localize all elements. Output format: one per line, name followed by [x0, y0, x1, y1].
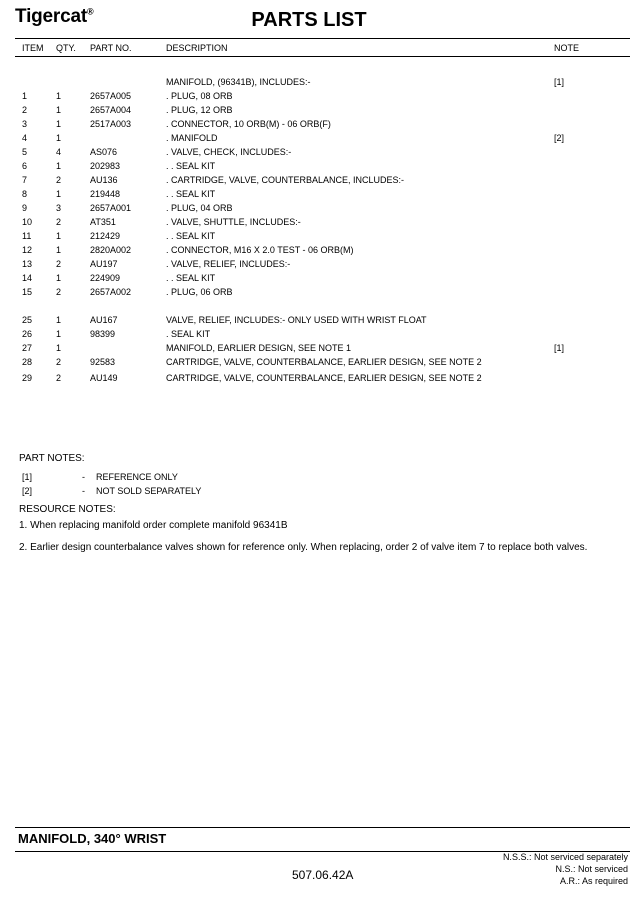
- table-row: [0, 244, 642, 256]
- row-description: MANIFOLD, EARLIER DESIGN, SEE NOTE 1: [166, 343, 352, 353]
- table-row: [0, 146, 642, 158]
- part-note-dash: -: [82, 486, 85, 496]
- resource-note-item: 1. When replacing manifold order complete manifold 96341B: [19, 520, 288, 531]
- footer-title-bar: [15, 827, 630, 852]
- row-description: VALVE, RELIEF, INCLUDES:- ONLY USED WITH WRIST FLOAT: [166, 315, 427, 325]
- table-row: [0, 314, 642, 326]
- col-header-part-no: PART NO.: [90, 43, 132, 53]
- legend-line: N.S.S.: Not serviced separately: [502, 852, 628, 862]
- row-description: . CARTRIDGE, VALVE, COUNTERBALANCE, INCLUDES:-: [166, 175, 405, 185]
- row-qty: 1: [56, 231, 62, 241]
- row-qty: 1: [56, 91, 62, 101]
- row-item: 1: [22, 91, 28, 101]
- table-row: [0, 90, 642, 102]
- table-row: [0, 356, 642, 368]
- row-part-no: 2657A002: [90, 287, 132, 297]
- document-number: 507.06.42A: [292, 868, 354, 882]
- row-qty: 1: [56, 161, 62, 171]
- row-description: . . SEAL KIT: [166, 161, 216, 171]
- col-header-description: DESCRIPTION: [166, 43, 228, 53]
- table-row: [0, 188, 642, 200]
- table-row: [0, 76, 642, 88]
- row-part-no: 92583: [90, 357, 116, 367]
- row-part-no: 2657A004: [90, 105, 132, 115]
- row-item: 29: [22, 373, 33, 383]
- row-item: 4: [22, 133, 28, 143]
- header-bottom-rule: [15, 56, 630, 57]
- row-qty: 1: [56, 329, 62, 339]
- resource-note-item: 2. Earlier design counterbalance valves shown for reference only. When replacing, order 2 of valve item 7 to replace both valves.: [19, 542, 588, 553]
- legend-line: N.S.: Not serviced: [555, 864, 628, 874]
- row-qty: 1: [56, 343, 62, 353]
- row-description: . PLUG, 08 ORB: [166, 91, 233, 101]
- row-item: 12: [22, 245, 33, 255]
- row-description: . PLUG, 12 ORB: [166, 105, 233, 115]
- row-part-no: 2820A002: [90, 245, 132, 255]
- row-description: CARTRIDGE, VALVE, COUNTERBALANCE, EARLIER DESIGN, SEE NOTE 2: [166, 357, 482, 367]
- row-part-no: 224909: [90, 273, 121, 283]
- row-item: 26: [22, 329, 33, 339]
- row-part-no: 2517A003: [90, 119, 132, 129]
- col-header-item: ITEM: [22, 43, 44, 53]
- part-note-text: NOT SOLD SEPARATELY: [96, 486, 202, 496]
- row-description: . VALVE, CHECK, INCLUDES:-: [166, 147, 292, 157]
- row-note: [1]: [554, 343, 565, 353]
- table-row: [0, 160, 642, 172]
- row-item: 25: [22, 315, 33, 325]
- row-part-no: AU197: [90, 259, 118, 269]
- table-row: [0, 328, 642, 340]
- row-part-no: 98399: [90, 329, 116, 339]
- row-part-no: AS076: [90, 147, 118, 157]
- row-item: 13: [22, 259, 33, 269]
- row-item: 7: [22, 175, 28, 185]
- row-qty: 1: [56, 189, 62, 199]
- abbreviation-legend: [503, 851, 628, 887]
- row-item: 10: [22, 217, 33, 227]
- row-qty: 1: [56, 315, 62, 325]
- table-row: [0, 104, 642, 116]
- legend-line: A.R.: As required: [559, 876, 628, 886]
- row-part-no: 212429: [90, 231, 121, 241]
- table-row: [0, 174, 642, 186]
- row-note: [1]: [554, 77, 565, 87]
- row-description: . . SEAL KIT: [166, 189, 216, 199]
- row-description: . VALVE, RELIEF, INCLUDES:-: [166, 259, 291, 269]
- brand-name: Tigercat: [15, 6, 87, 27]
- row-qty: 2: [56, 175, 62, 185]
- row-qty: 2: [56, 357, 62, 367]
- registered-mark: ®: [86, 6, 94, 17]
- row-description: . MANIFOLD: [166, 133, 218, 143]
- row-description: CARTRIDGE, VALVE, COUNTERBALANCE, EARLIER DESIGN, SEE NOTE 2: [166, 373, 482, 383]
- row-qty: 3: [56, 203, 62, 213]
- table-row: [0, 118, 642, 130]
- page-title: PARTS LIST: [251, 9, 367, 31]
- col-header-qty: QTY.: [56, 43, 76, 53]
- column-header-row: [0, 43, 642, 55]
- row-qty: 2: [56, 259, 62, 269]
- row-description: . VALVE, SHUTTLE, INCLUDES:-: [166, 217, 301, 227]
- row-description: . PLUG, 04 ORB: [166, 203, 233, 213]
- row-description: . PLUG, 06 ORB: [166, 287, 233, 297]
- row-qty: 1: [56, 105, 62, 115]
- part-notes-heading: PART NOTES:: [19, 453, 85, 464]
- table-row: [0, 230, 642, 242]
- row-description: . SEAL KIT: [166, 329, 211, 339]
- row-qty: 1: [56, 273, 62, 283]
- row-part-no: AU167: [90, 315, 118, 325]
- part-note-code: [2]: [22, 486, 33, 496]
- table-row: [0, 272, 642, 284]
- row-qty: 1: [56, 119, 62, 129]
- table-row: [0, 202, 642, 214]
- row-description: MANIFOLD, (96341B), INCLUDES:-: [166, 77, 311, 87]
- header-top-rule: [15, 38, 630, 39]
- row-qty: 4: [56, 147, 62, 157]
- row-qty: 2: [56, 217, 62, 227]
- table-row: [0, 286, 642, 298]
- row-part-no: 2657A001: [90, 203, 132, 213]
- row-item: 27: [22, 343, 33, 353]
- row-description: . . SEAL KIT: [166, 273, 216, 283]
- row-qty: 2: [56, 287, 62, 297]
- row-part-no: 2657A005: [90, 91, 132, 101]
- row-item: 8: [22, 189, 28, 199]
- row-item: 15: [22, 287, 33, 297]
- row-part-no: AT351: [90, 217, 116, 227]
- row-description: . . SEAL KIT: [166, 231, 216, 241]
- row-note: [2]: [554, 133, 565, 143]
- part-note-text: REFERENCE ONLY: [96, 472, 178, 482]
- row-item: 6: [22, 161, 28, 171]
- row-qty: 1: [56, 133, 62, 143]
- table-row: [0, 132, 642, 144]
- row-description: . CONNECTOR, 10 ORB(M) - 06 ORB(F): [166, 119, 331, 129]
- resource-notes-heading: RESOURCE NOTES:: [19, 504, 116, 515]
- row-part-no: 202983: [90, 161, 121, 171]
- row-part-no: 219448: [90, 189, 121, 199]
- row-part-no: AU136: [90, 175, 118, 185]
- assembly-title: MANIFOLD, 340° WRIST: [18, 831, 167, 846]
- row-qty: 2: [56, 373, 62, 383]
- row-item: 28: [22, 357, 33, 367]
- row-part-no: AU149: [90, 373, 118, 383]
- row-item: 14: [22, 273, 33, 283]
- row-item: 5: [22, 147, 28, 157]
- row-item: 3: [22, 119, 28, 129]
- table-row: [0, 258, 642, 270]
- row-item: 9: [22, 203, 28, 213]
- row-item: 11: [22, 231, 32, 241]
- table-row: [0, 342, 642, 354]
- part-note-code: [1]: [22, 472, 33, 482]
- part-note-dash: -: [82, 472, 85, 482]
- row-qty: 1: [56, 245, 62, 255]
- row-item: 2: [22, 105, 28, 115]
- table-row: [0, 372, 642, 384]
- table-row: [0, 216, 642, 228]
- col-header-note: NOTE: [554, 43, 580, 53]
- row-description: . CONNECTOR, M16 X 2.0 TEST - 06 ORB(M): [166, 245, 354, 255]
